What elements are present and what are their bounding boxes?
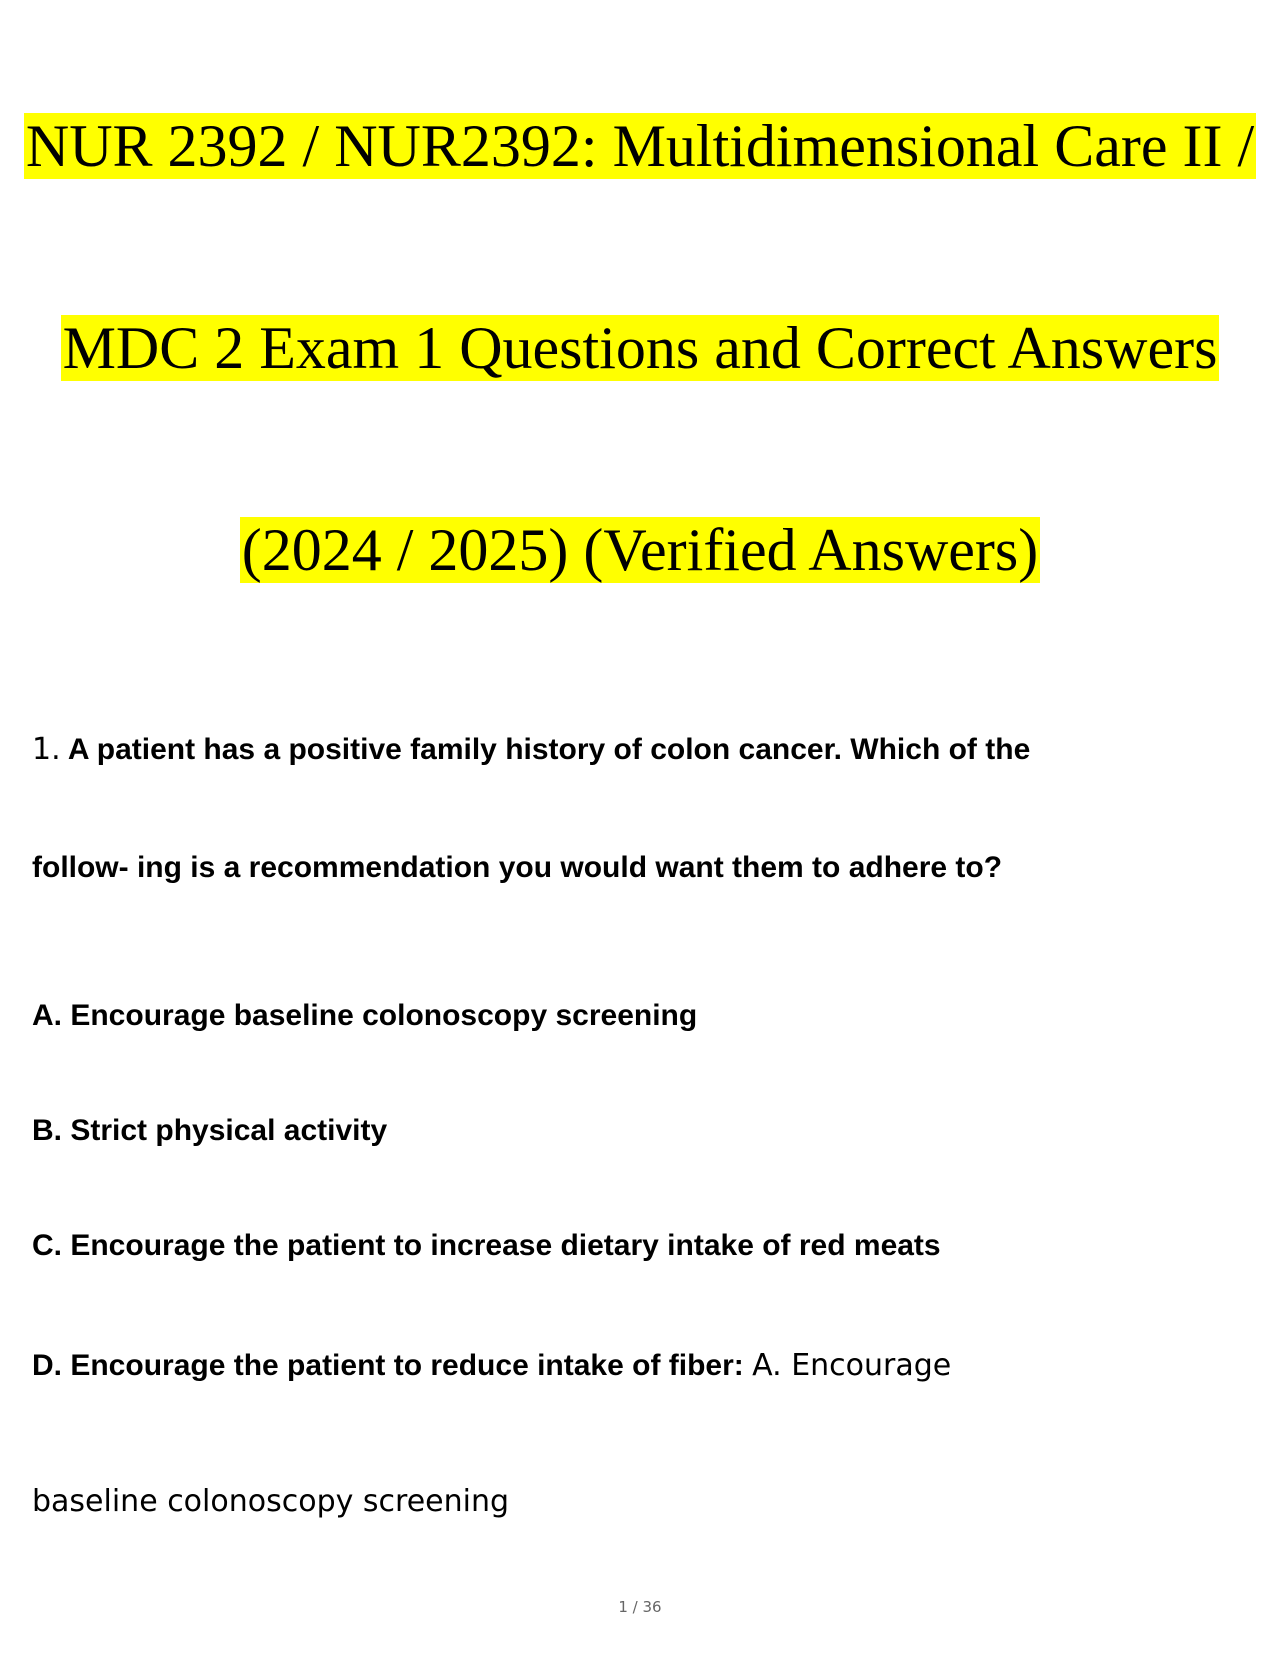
option-d: [32, 1348, 951, 1384]
option-letter: C.: [32, 1229, 62, 1262]
option-text: Strict physical activity: [70, 1114, 388, 1147]
option-letter: A.: [32, 999, 62, 1032]
title-highlight-3: (2024 / 2025) (Verified Answers): [241, 517, 1039, 583]
option-b: [32, 1113, 387, 1149]
option-text: Encourage the patient to reduce intake of fiber:: [70, 1349, 744, 1382]
title-line-1: [0, 112, 1280, 180]
answer-text-2: baseline colonoscopy screening: [32, 1484, 510, 1519]
title-line-2: [0, 314, 1280, 382]
question-text-1: A patient has a positive family history of colon cancer. Which of the: [67, 733, 1031, 766]
option-letter: B.: [32, 1114, 62, 1147]
question-number: 1.: [32, 732, 61, 767]
question-text-line-1: [32, 732, 1030, 768]
title-highlight-1: NUR 2392 / NUR2392: Multidimensional Care II /: [25, 113, 1255, 179]
question-text-line-2: [32, 850, 1002, 886]
answer-text-1: A. Encourage: [752, 1348, 952, 1383]
option-a: [32, 998, 697, 1034]
option-text: Encourage baseline colonoscopy screening: [70, 999, 698, 1032]
page-number: 1 / 36: [618, 1598, 662, 1616]
question-text-2: follow- ing is a recommendation you would want them to adhere to?: [32, 851, 1003, 884]
title-line-3: [0, 516, 1280, 584]
option-text: Encourage the patient to increase dietary intake of red meats: [70, 1229, 941, 1262]
option-c: [32, 1228, 941, 1264]
title-highlight-2: MDC 2 Exam 1 Questions and Correct Answers: [62, 315, 1218, 381]
option-letter: D.: [32, 1349, 62, 1382]
